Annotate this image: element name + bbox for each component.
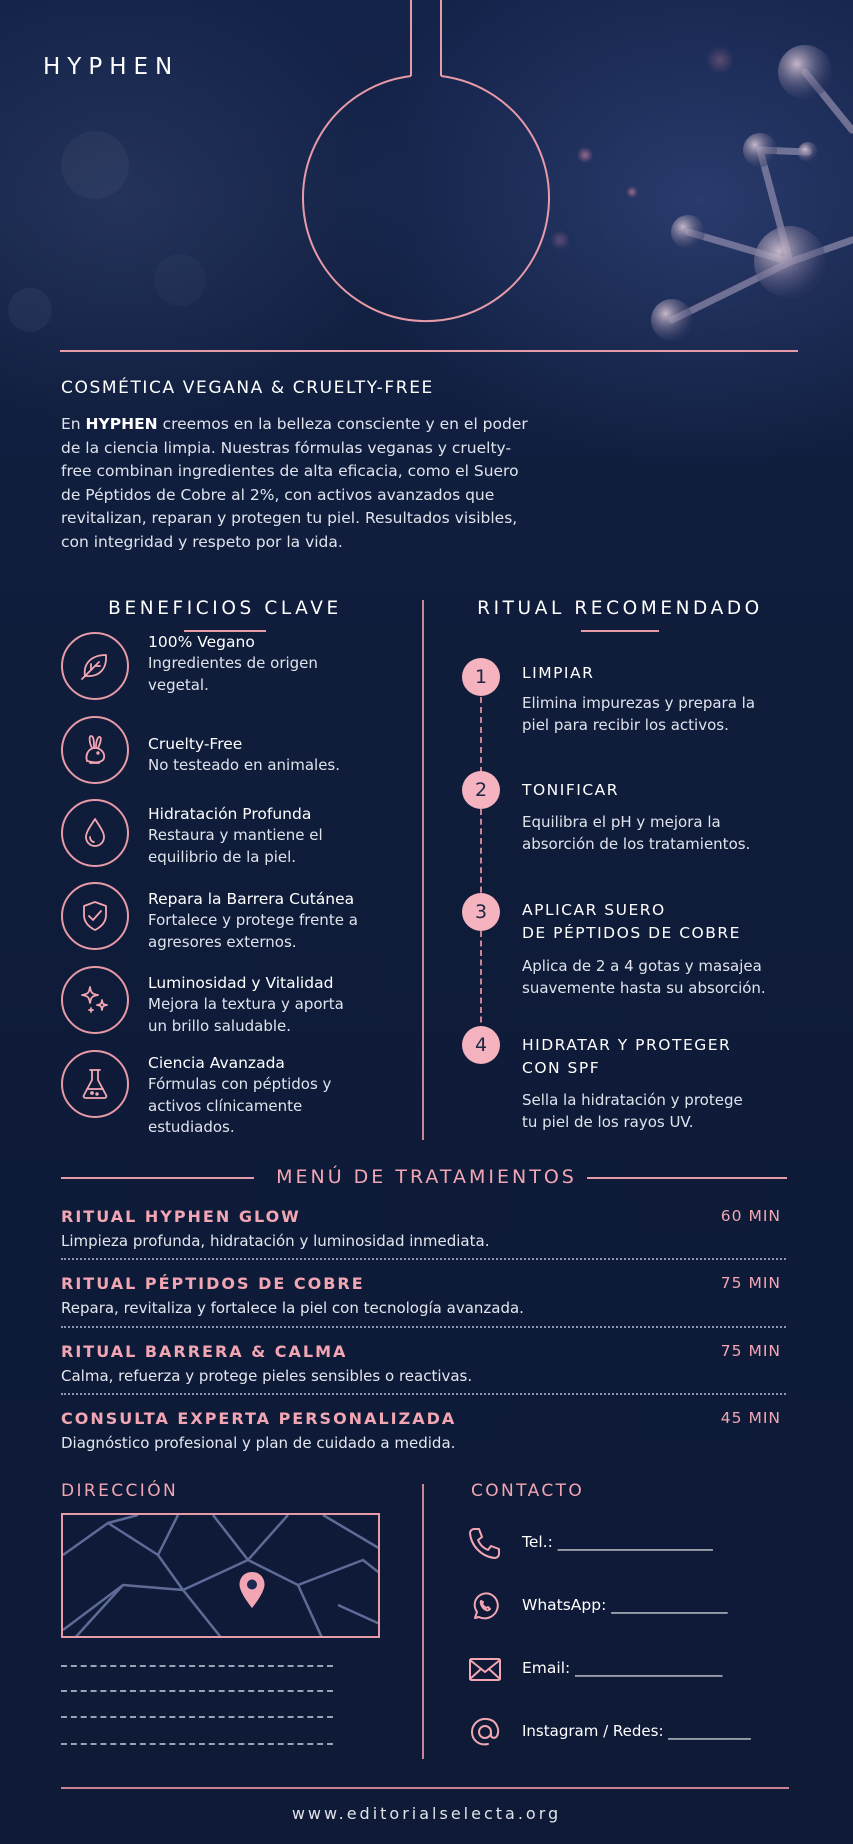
contact-blank: _______________ [611, 1596, 728, 1614]
contact-blank: ____________________ [557, 1533, 713, 1551]
address-title: DIRECCIÓN [61, 1481, 179, 1501]
benefit-title: 100% Vegano [148, 633, 255, 651]
benefit-desc: No testeado en animales. [148, 756, 341, 774]
shield-check-icon [61, 882, 129, 950]
step-title [522, 1034, 731, 1080]
benefit-desc: Mejora la textura y aporta un brillo saludable. [148, 995, 344, 1035]
hero-decoration [0, 0, 853, 345]
contact-label: Tel.: [522, 1533, 553, 1551]
menu-item-name: CONSULTA EXPERTA PERSONALIZADA [61, 1409, 457, 1428]
menu-item-name: RITUAL PÉPTIDOS DE COBRE [61, 1274, 365, 1293]
contact-item [522, 1722, 751, 1740]
phone-icon [467, 1525, 503, 1561]
email-icon [467, 1651, 503, 1687]
step-title-line: APLICAR SUERO [522, 901, 666, 919]
address-line [61, 1690, 333, 1692]
contact-item [522, 1659, 722, 1677]
benefits-title: BENEFICIOS CLAVE [108, 598, 342, 619]
ritual-connector [480, 697, 482, 773]
website-link[interactable]: www.editorialselecta.org [291, 1804, 562, 1823]
contact-label: Email: [522, 1659, 571, 1677]
step-title-line: CON SPF [522, 1059, 601, 1077]
map-streets [63, 1515, 380, 1638]
contact-title: CONTACTO [471, 1481, 585, 1501]
step-title [522, 899, 741, 945]
whatsapp-icon [467, 1588, 503, 1624]
address-line [61, 1743, 333, 1745]
menu-item-desc: Diagnóstico profesional y plan de cuidado a medida. [61, 1434, 456, 1452]
menu-separator [61, 1393, 786, 1395]
intro-text: En HYPHEN creemos en la belleza consciente y en el poder de la ciencia limpia. Nuestras fórmulas veganas y cruelty-free combinan ingredientes de alta eficacia, como el Suero de Péptidos de Cobre al 2%, con activos avanzados que revitalizan, reparan y protegen tu piel. Resultados visibles, con integridad y respeto por la vida. [61, 415, 528, 551]
step-desc: Aplica de 2 a 4 gotas y masajea suavemente hasta su absorción. [522, 957, 766, 997]
benefit-title: Repara la Barrera Cutánea [148, 890, 355, 908]
intro-title: COSMÉTICA VEGANA & CRUELTY-FREE [61, 378, 434, 398]
benefit-title: Cruelty-Free [148, 735, 243, 753]
leaf-icon [61, 632, 129, 700]
step-title: TONIFICAR [522, 781, 620, 799]
column-divider [422, 600, 424, 1140]
step-desc: Equilibra el pH y mejora la absorción de los tratamientos. [522, 813, 751, 853]
step-title-line: DE PÉPTIDOS DE COBRE [522, 924, 741, 942]
step-desc: Sella la hidratación y protege tu piel de los rayos UV. [522, 1091, 743, 1131]
step-title-line: HIDRATAR Y PROTEGER [522, 1036, 732, 1054]
menu-item-name: RITUAL HYPHEN GLOW [61, 1207, 301, 1226]
menu-item-duration: 75 MIN [720, 1342, 781, 1360]
menu-item-duration: 60 MIN [720, 1207, 781, 1225]
address-line [61, 1716, 333, 1718]
brand-logo: HYPHEN [43, 54, 180, 80]
hero-divider [60, 350, 798, 352]
step-desc: Elimina impurezas y prepara la piel para recibir los activos. [522, 694, 756, 734]
benefit-title: Luminosidad y Vitalidad [148, 974, 334, 992]
footer-divider [422, 1484, 424, 1759]
address-line [61, 1665, 333, 1667]
step-number: 2 [462, 771, 500, 809]
drop-icon [61, 799, 129, 867]
step-number: 1 [462, 658, 500, 696]
contact-blank: ___________ [668, 1722, 751, 1740]
menu-item-desc: Repara, revitaliza y fortalece la piel con tecnología avanzada. [61, 1299, 524, 1317]
menu-title: MENÚ DE TRATAMIENTOS [276, 1166, 577, 1188]
flask-icon [61, 1050, 129, 1118]
contact-item [522, 1533, 713, 1551]
ritual-underline [581, 630, 659, 632]
intro-brand: HYPHEN [85, 415, 158, 433]
ritual-title: RITUAL RECOMENDADO [477, 598, 763, 619]
benefit-title: Ciencia Avanzada [148, 1054, 285, 1072]
menu-separator [61, 1258, 786, 1260]
benefit-desc: Fortalece y protege frente a agresores externos. [148, 911, 358, 951]
contact-label: WhatsApp: [522, 1596, 607, 1614]
contact-blank: ___________________ [575, 1659, 723, 1677]
step-number: 3 [462, 893, 500, 931]
menu-separator [61, 1326, 786, 1328]
ritual-connector [480, 931, 482, 1032]
benefit-desc: Ingredientes de origen vegetal. [148, 654, 318, 694]
benefit-desc: Restaura y mantiene el equilibrio de la piel. [148, 826, 323, 866]
step-number: 4 [462, 1026, 500, 1064]
rabbit-icon [61, 716, 129, 784]
menu-item-name: RITUAL BARRERA & CALMA [61, 1342, 348, 1361]
menu-item-duration: 75 MIN [720, 1274, 781, 1292]
benefit-title: Hidratación Profunda [148, 805, 312, 823]
footer-line [61, 1787, 789, 1789]
menu-item-desc: Calma, refuerza y protege pieles sensibles o reactivas. [61, 1367, 473, 1385]
contact-item [522, 1596, 728, 1614]
map-box [61, 1513, 380, 1638]
sparkles-icon [61, 966, 129, 1034]
contact-label: Instagram / Redes: [522, 1722, 664, 1740]
map-pin-icon [238, 1571, 266, 1609]
step-title: LIMPIAR [522, 664, 595, 682]
menu-item-duration: 45 MIN [720, 1409, 781, 1427]
benefit-desc: Fórmulas con péptidos y activos clínicamente estudiados. [148, 1075, 332, 1136]
instagram-icon [467, 1713, 503, 1749]
menu-item-desc: Limpieza profunda, hidratación y luminosidad inmediata. [61, 1232, 490, 1250]
